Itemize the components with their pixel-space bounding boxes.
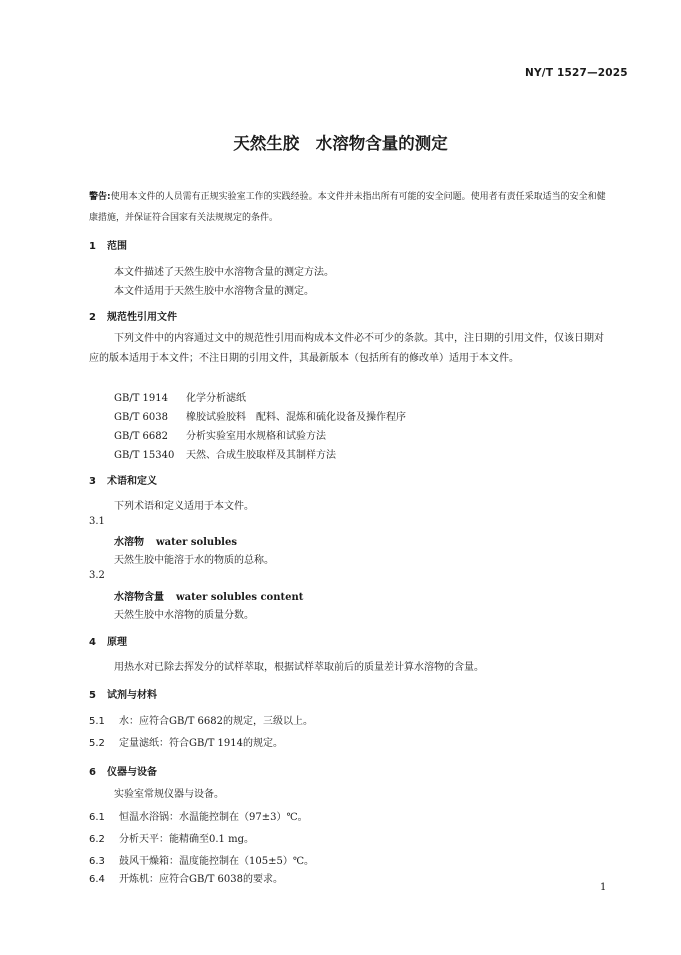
item-number: 5.1 xyxy=(89,716,105,727)
reference-item xyxy=(114,408,406,423)
item-text: 水：应符合GB/T 6682的规定，三级以上。 xyxy=(119,716,314,727)
term-en: water solubles xyxy=(156,537,237,548)
term-number: 3.2 xyxy=(89,570,105,581)
term-en: water solubles content xyxy=(176,592,304,603)
section-heading-reagents xyxy=(89,686,157,701)
section-heading-terms xyxy=(89,472,157,487)
item-text: 分析天平：能精确至0.1 mg。 xyxy=(119,834,254,845)
warning-paragraph xyxy=(89,187,609,229)
reference-item xyxy=(114,389,246,404)
reference-code: GB/T 1914 xyxy=(114,393,169,404)
term-number: 3.1 xyxy=(89,516,105,527)
term-heading xyxy=(114,588,303,603)
section-number: 2 xyxy=(89,312,96,323)
apparatus-item xyxy=(89,870,283,885)
scope-line-1: 本文件描述了天然生胶中水溶物含量的测定方法。 xyxy=(114,267,334,278)
item-text: 开炼机：应符合GB/T 6038的要求。 xyxy=(119,874,284,885)
reference-title: 化学分析滤纸 xyxy=(186,393,246,404)
item-number: 6.3 xyxy=(89,856,105,867)
reference-item xyxy=(114,427,326,442)
item-number: 6.1 xyxy=(89,812,105,823)
section-number: 3 xyxy=(89,476,96,487)
reference-title: 分析实验室用水规格和试验方法 xyxy=(186,431,326,442)
term-heading xyxy=(114,533,237,548)
term-zh: 水溶物 xyxy=(114,537,144,548)
section-number: 1 xyxy=(89,241,96,252)
reference-title: 橡胶试验胶料 配料、混炼和硫化设备及操作程序 xyxy=(186,412,406,423)
reagent-item xyxy=(89,712,313,727)
term-zh: 水溶物含量 xyxy=(114,592,164,603)
reference-code: GB/T 15340 xyxy=(114,450,175,461)
section-number: 4 xyxy=(89,637,96,648)
principle-text: 用热水对已除去挥发分的试样萃取，根据试样萃取前后的质量差计算水溶物的含量。 xyxy=(114,662,484,673)
reference-title: 天然、合成生胶取样及其制样方法 xyxy=(186,450,336,461)
section-heading-apparatus xyxy=(89,763,157,778)
item-text: 定量滤纸：符合GB/T 1914的规定。 xyxy=(119,738,284,749)
item-number: 5.2 xyxy=(89,738,105,749)
standard-number: NY/T 1527—2025 xyxy=(525,67,628,79)
section-heading-normative-references xyxy=(89,308,177,323)
apparatus-item xyxy=(89,808,308,823)
references-paragraph: 下列文件中的内容通过文中的规范性引用而构成本文件必不可少的条款。其中，注日期的引用文件，仅该日期对应的版本适用于本文件；不注日期的引用文件，其最新版本（包括所有的修改单）适用于本文件。 xyxy=(89,333,604,364)
scope-line-2: 本文件适用于天然生胶中水溶物含量的测定。 xyxy=(114,286,314,297)
section-title: 仪器与设备 xyxy=(107,767,157,778)
section-title: 范围 xyxy=(107,241,127,252)
item-text: 鼓风干燥箱：温度能控制在（105±5）℃。 xyxy=(119,856,315,867)
item-text: 恒温水浴锅：水温能控制在（97±3）℃。 xyxy=(119,812,308,823)
reference-item xyxy=(114,446,336,461)
reagent-item xyxy=(89,734,283,749)
reference-code: GB/T 6682 xyxy=(114,431,169,442)
document-title: 天然生胶 水溶物含量的测定 xyxy=(233,134,448,153)
terms-intro: 下列术语和定义适用于本文件。 xyxy=(114,501,254,512)
section-number: 6 xyxy=(89,767,96,778)
apparatus-intro: 实验室常规仪器与设备。 xyxy=(114,789,224,800)
section-title: 规范性引用文件 xyxy=(107,312,177,323)
warning-text: 使用本文件的人员需有正规实验室工作的实践经验。本文件并未指出所有可能的安全问题。使用者有责任采取适当的安全和健康措施，并保证符合国家有关法规规定的条件。 xyxy=(89,192,606,223)
section-title: 术语和定义 xyxy=(107,476,157,487)
section-number: 5 xyxy=(89,690,96,701)
section-heading-scope xyxy=(89,237,127,252)
warning-label: 警告: xyxy=(89,192,111,202)
page-number: 1 xyxy=(600,882,607,893)
reference-code: GB/T 6038 xyxy=(114,412,169,423)
section-heading-principle xyxy=(89,633,127,648)
term-definition: 天然生胶中水溶物的质量分数。 xyxy=(114,610,254,621)
section-title: 原理 xyxy=(107,637,127,648)
apparatus-item xyxy=(89,830,254,845)
apparatus-item xyxy=(89,852,314,867)
item-number: 6.4 xyxy=(89,874,105,885)
term-definition: 天然生胶中能溶于水的物质的总称。 xyxy=(114,555,274,566)
item-number: 6.2 xyxy=(89,834,105,845)
section-title: 试剂与材料 xyxy=(107,690,157,701)
